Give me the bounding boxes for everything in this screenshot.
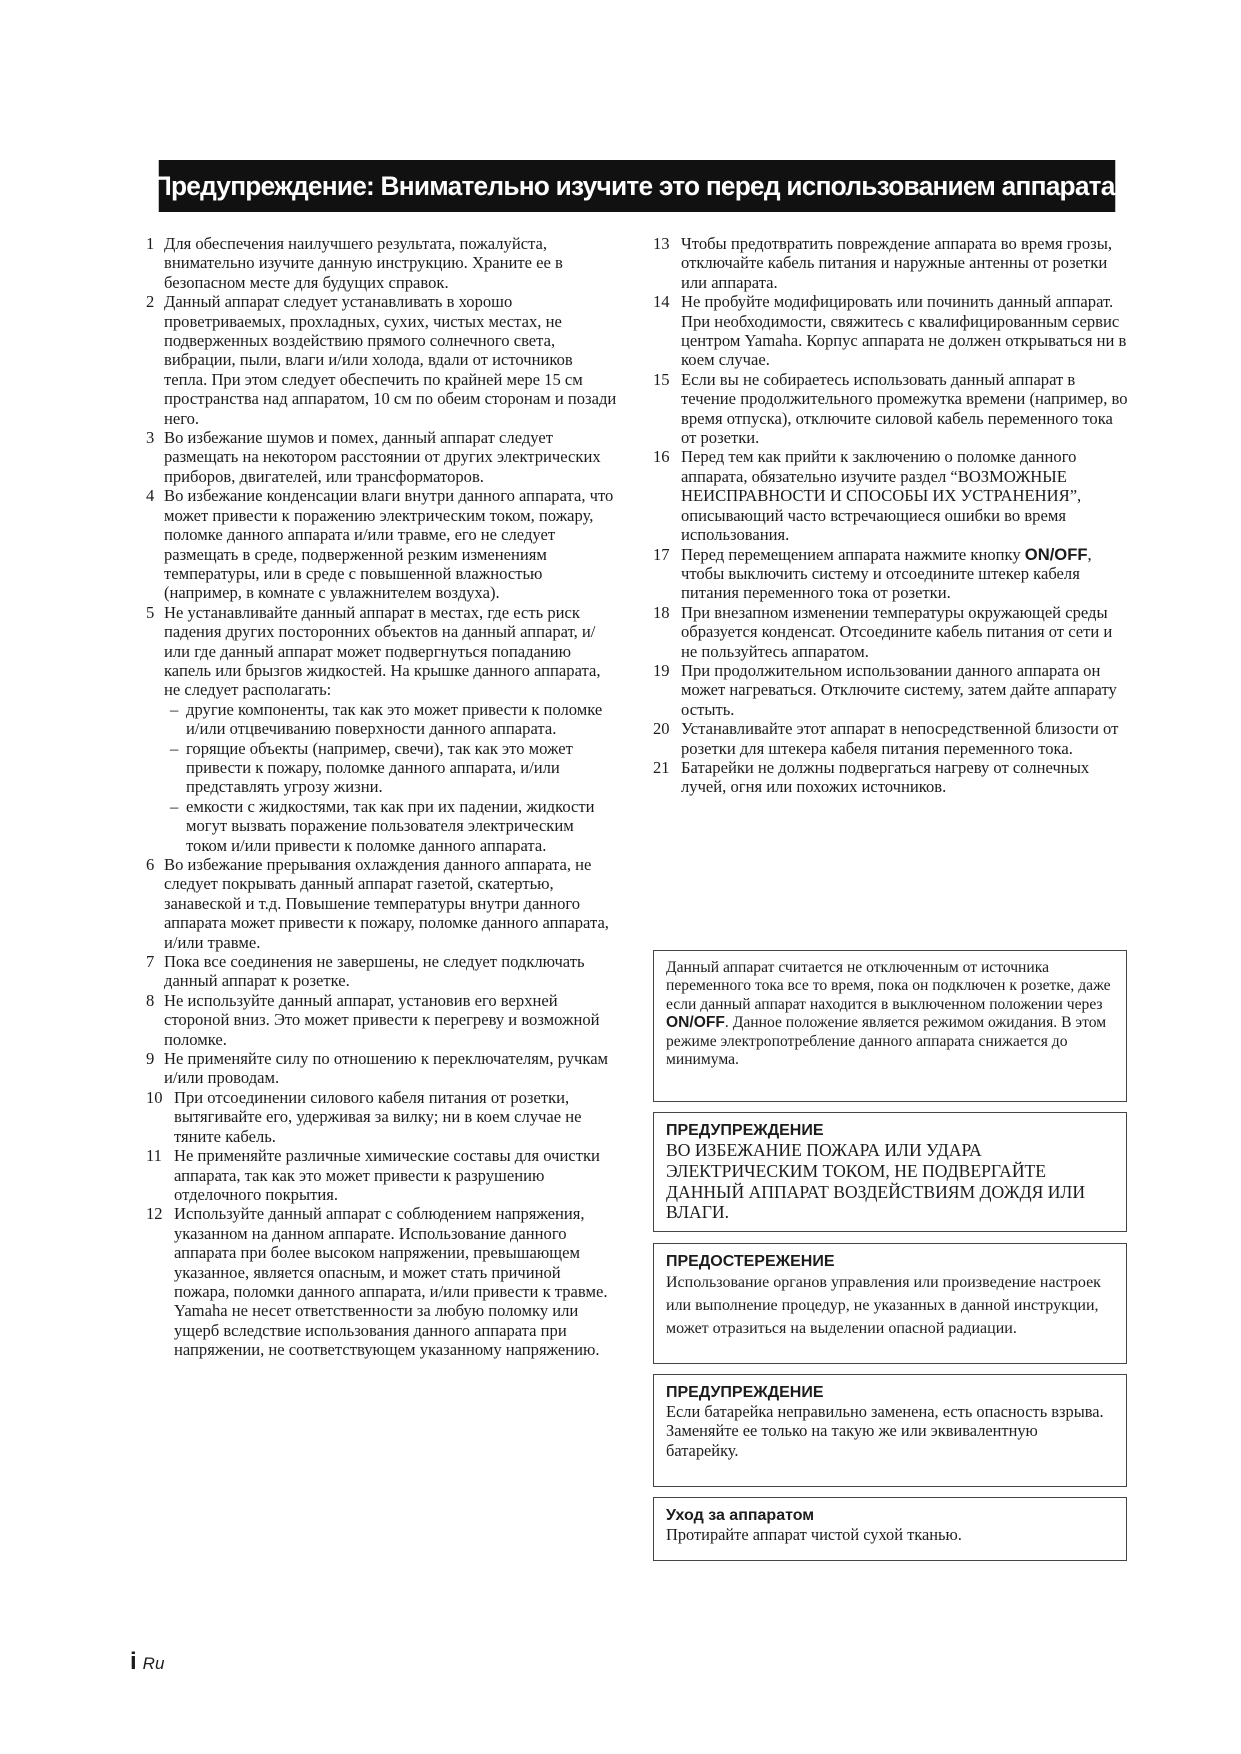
- notice-text: Данный аппарат считается не отключенным от источника переменного тока все то время, пока он подключен к розетке, даже если данный аппарат находится в выключенном положении через: [666, 959, 1111, 1013]
- standby-notice-box: [653, 950, 1127, 1102]
- list-item: [653, 758, 1131, 797]
- sub-item-text: емкости с жидкостями, так как при их падении, жидкости могут вызвать поражение пользователя электрическим током и/или привести к поломке данного аппарата.: [186, 796, 595, 855]
- item-text: Во избежание прерывания охлаждения данного аппарата, не следует покрывать данный аппарат газетой, скатертью, занавеской и т.д. Повышение температуры внутри данного аппарата может привести к пожару, поломке данного аппарата, и/или травме.: [164, 855, 609, 952]
- care-title: Уход за аппаратом: [666, 1507, 815, 1524]
- caution-text: Использование органов управления или произведение настроек или выполнение процедур, не указанных в данной инструкции, может отразиться на выделении опасной радиации.: [666, 1274, 1101, 1337]
- item-text: Данный аппарат следует устанавливать в хорошо проветриваемых, прохладных, сухих, чистых местах, не подверженных воздействию прямого солнечного света, вибрации, пыли, влаги и/или холода, вдали от источников тепла. При этом следует обеспечить по крайней мере 15 см пространства над аппаратом, 10 см по обеим сторонам и позади него.: [164, 292, 617, 428]
- list-item: [146, 1146, 618, 1204]
- item-number: 16: [653, 447, 670, 467]
- item-text: Перед перемещением аппарата нажмите кнопку: [681, 544, 1025, 564]
- list-item: [653, 719, 1131, 758]
- sub-item-text: горящие объекты (например, свечи), так как это может привести к пожару, поломке данного аппарата, и/или представлять угрозу жизни.: [186, 738, 573, 797]
- item-number: 21: [653, 757, 670, 777]
- warning-title: ПРЕДУПРЕЖДЕНИЕ: [666, 1122, 824, 1139]
- item-text: Не применяйте силу по отношению к переключателям, ручкам и/или проводам.: [164, 1049, 609, 1088]
- item-number: 15: [653, 369, 670, 389]
- item-text: Используйте данный аппарат с соблюдением напряжения, указанном на данном аппарате. Использование данного аппарата при более высоком напряжении, превышающем указанное, является опасным, и может стать причиной пожара, поломки данного аппарата, и/или привести к травме. Yamaha не несет ответственности за любую поломку или ущерб вследствие использования данного аппарата при напряжении, не соответствующем указанному напряжению.: [174, 1204, 608, 1360]
- page-number: i: [130, 1648, 137, 1675]
- page-footer: [130, 1648, 164, 1676]
- page-title: Предупреждение: Внимательно изучите это перед использованием аппарата.: [159, 160, 1116, 212]
- item-text: , чтобы выключить систему и отсоедините штекер кабеля питания переменного тока от розетки.: [681, 544, 1092, 603]
- item-text: Не применяйте различные химические составы для очистки аппарата, так как это может привести к разрушению отделочного покрытия.: [174, 1146, 600, 1204]
- caution-box: [653, 1243, 1127, 1364]
- item-number: 3: [146, 428, 155, 448]
- warning-title: ПРЕДУПРЕЖДЕНИЕ: [666, 1384, 824, 1401]
- list-item: [653, 292, 1131, 370]
- item-number: 5: [146, 602, 155, 622]
- item-number: 10: [146, 1087, 163, 1107]
- item-text: Не пробуйте модифицировать или починить данный аппарат. При необходимости, свяжитесь с квалифицированным сервис центром Yamaha. Корпус аппарата не должен открываться ни в коем случае.: [681, 292, 1127, 370]
- list-item: [653, 661, 1131, 719]
- sub-list: [164, 700, 618, 855]
- item-number: 18: [653, 602, 670, 622]
- warning-text: ВО ИЗБЕЖАНИЕ ПОЖАРА ИЛИ УДАРА ЭЛЕКТРИЧЕСКИМ ТОКОМ, НЕ ПОДВЕРГАЙТЕ ДАННЫЙ АППАРАТ ВОЗДЕЙСТВИЯМ ДОЖДЯ ИЛИ ВЛАГИ.: [666, 1140, 1086, 1223]
- sub-list-item: [164, 700, 618, 739]
- fire-warning-box: [653, 1112, 1127, 1232]
- item-text: Не используйте данный аппарат, установив его верхней стороной вниз. Это может привести к перегреву и возможной поломке.: [164, 990, 600, 1049]
- warning-text: Если батарейка неправильно заменена, есть опасность взрыва.: [666, 1402, 1104, 1421]
- item-text: Не устанавливайте данный аппарат в местах, где есть риск падения других посторонних объектов на данный аппарат, и/или где данный аппарат может подвергнуться попаданию капель или брызгов жидкостей. На крышке данного аппарата, не следует располагать:: [164, 602, 601, 700]
- right-column: [653, 234, 1131, 797]
- item-number: 12: [146, 1204, 163, 1224]
- item-text: При отсоединении силового кабеля питания от розетки, вытягивайте его, удерживая за вилку; ни в коем случае не тяните кабель.: [174, 1087, 582, 1146]
- item-number: 1: [146, 234, 155, 253]
- item-number: 7: [146, 952, 155, 972]
- list-item: [653, 234, 1131, 292]
- item-text: Для обеспечения наилучшего результата, пожалуйста, внимательно изучите данную инструкцию. Храните ее в безопасном месте для будущих справок.: [164, 234, 563, 292]
- sub-item-text: другие компоненты, так как это может привести к поломке и/или отцвечиванию поверхности данного аппарата.: [186, 699, 603, 739]
- item-number: 17: [653, 544, 670, 564]
- item-number: 11: [146, 1146, 162, 1166]
- notice-text: . Данное положение является режимом ожидания. В этом режиме электропотребление данного аппарата снижается до минимума.: [666, 1014, 1107, 1069]
- list-item: [146, 855, 618, 952]
- item-number: 19: [653, 660, 670, 680]
- list-item: [653, 545, 1131, 603]
- dash-marker: –: [170, 738, 179, 758]
- list-item: [146, 1049, 618, 1088]
- sub-list-item: [164, 797, 618, 855]
- item-number: 6: [146, 855, 155, 874]
- item-number: 13: [653, 234, 670, 253]
- list-item: [653, 370, 1131, 448]
- item-number: 2: [146, 292, 155, 312]
- item-number: 20: [653, 719, 670, 739]
- item-text: Чтобы предотвратить повреждение аппарата во время грозы, отключайте кабель питания и наружные антенны от розетки или аппарата.: [681, 234, 1113, 292]
- list-item: [146, 428, 618, 486]
- list-item: [146, 486, 618, 602]
- item-text: Если вы не собираетесь использовать данный аппарат в течение продолжительного промежутка времени (например, во время отпуска), отключите силовой кабель переменного тока от розетки.: [681, 369, 1128, 448]
- dash-marker: –: [170, 796, 179, 816]
- item-number: 4: [146, 486, 155, 506]
- item-text: При продолжительном использовании данного аппарата он может нагреваться. Отключите систему, затем дайте аппарату остыть.: [681, 660, 1117, 719]
- item-text: Перед тем как прийти к заключению о поломке данного аппарата, обязательно изучите раздел “ВОЗМОЖНЫЕ НЕИСПРАВНОСТИ И СПОСОБЫ ИХ УСТРАНЕНИЯ”, описывающий часто встречающиеся ошибки во время использования.: [681, 447, 1082, 545]
- list-item: [146, 991, 618, 1049]
- dash-marker: –: [170, 699, 179, 719]
- list-item: [146, 234, 618, 292]
- item-number: 14: [653, 292, 670, 312]
- item-number: 9: [146, 1049, 155, 1069]
- list-item: [146, 1204, 618, 1359]
- item-text: Пока все соединения не завершены, не следует подключать данный аппарат к розетке.: [164, 952, 585, 991]
- item-text: При внезапном изменении температуры окружающей среды образуется конденсат. Отсоедините кабель питания от сети и не пользуйтесь аппаратом.: [681, 602, 1113, 661]
- list-item: [146, 952, 618, 991]
- caution-title: ПРЕДОСТЕРЕЖЕНИЕ: [666, 1253, 835, 1270]
- list-item: [653, 447, 1131, 544]
- battery-warning-box: [653, 1374, 1127, 1487]
- on-off-key-label: ON/OFF: [1024, 544, 1088, 564]
- language-code: Ru: [142, 1654, 165, 1673]
- left-column: [146, 234, 618, 1360]
- item-number: 8: [146, 990, 155, 1010]
- item-text: Во избежание конденсации влаги внутри данного аппарата, что может привести к поражению электрическим током, пожару, поломке данного аппарата и/или травме, его не следует размещать в среде, подверженной резким изменениям температуры, или в среде с повышенной влажностью (например, в комнате с увлажнителем воздуха).: [164, 486, 614, 603]
- list-item: [146, 1088, 618, 1146]
- list-item: [146, 603, 618, 855]
- item-text: Батарейки не должны подвергаться нагреву от солнечных лучей, огня или похожих источников.: [681, 757, 1090, 797]
- warning-text: Заменяйте ее только на такую же или эквивалентную батарейку.: [666, 1421, 1038, 1460]
- care-text: Протирайте аппарат чистой сухой тканью.: [666, 1525, 962, 1544]
- sub-list-item: [164, 739, 618, 797]
- item-text: Во избежание шумов и помех, данный аппарат следует размещать на некотором расстоянии от других электрических приборов, двигателей, или трансформаторов.: [164, 428, 601, 486]
- care-box: [653, 1497, 1127, 1561]
- list-item: [146, 292, 618, 428]
- list-item: [653, 603, 1131, 661]
- on-off-key-label: ON/OFF: [666, 1014, 725, 1032]
- item-text: Устанавливайте этот аппарат в непосредственной близости от розетки для штекера кабеля питания переменного тока.: [681, 719, 1119, 758]
